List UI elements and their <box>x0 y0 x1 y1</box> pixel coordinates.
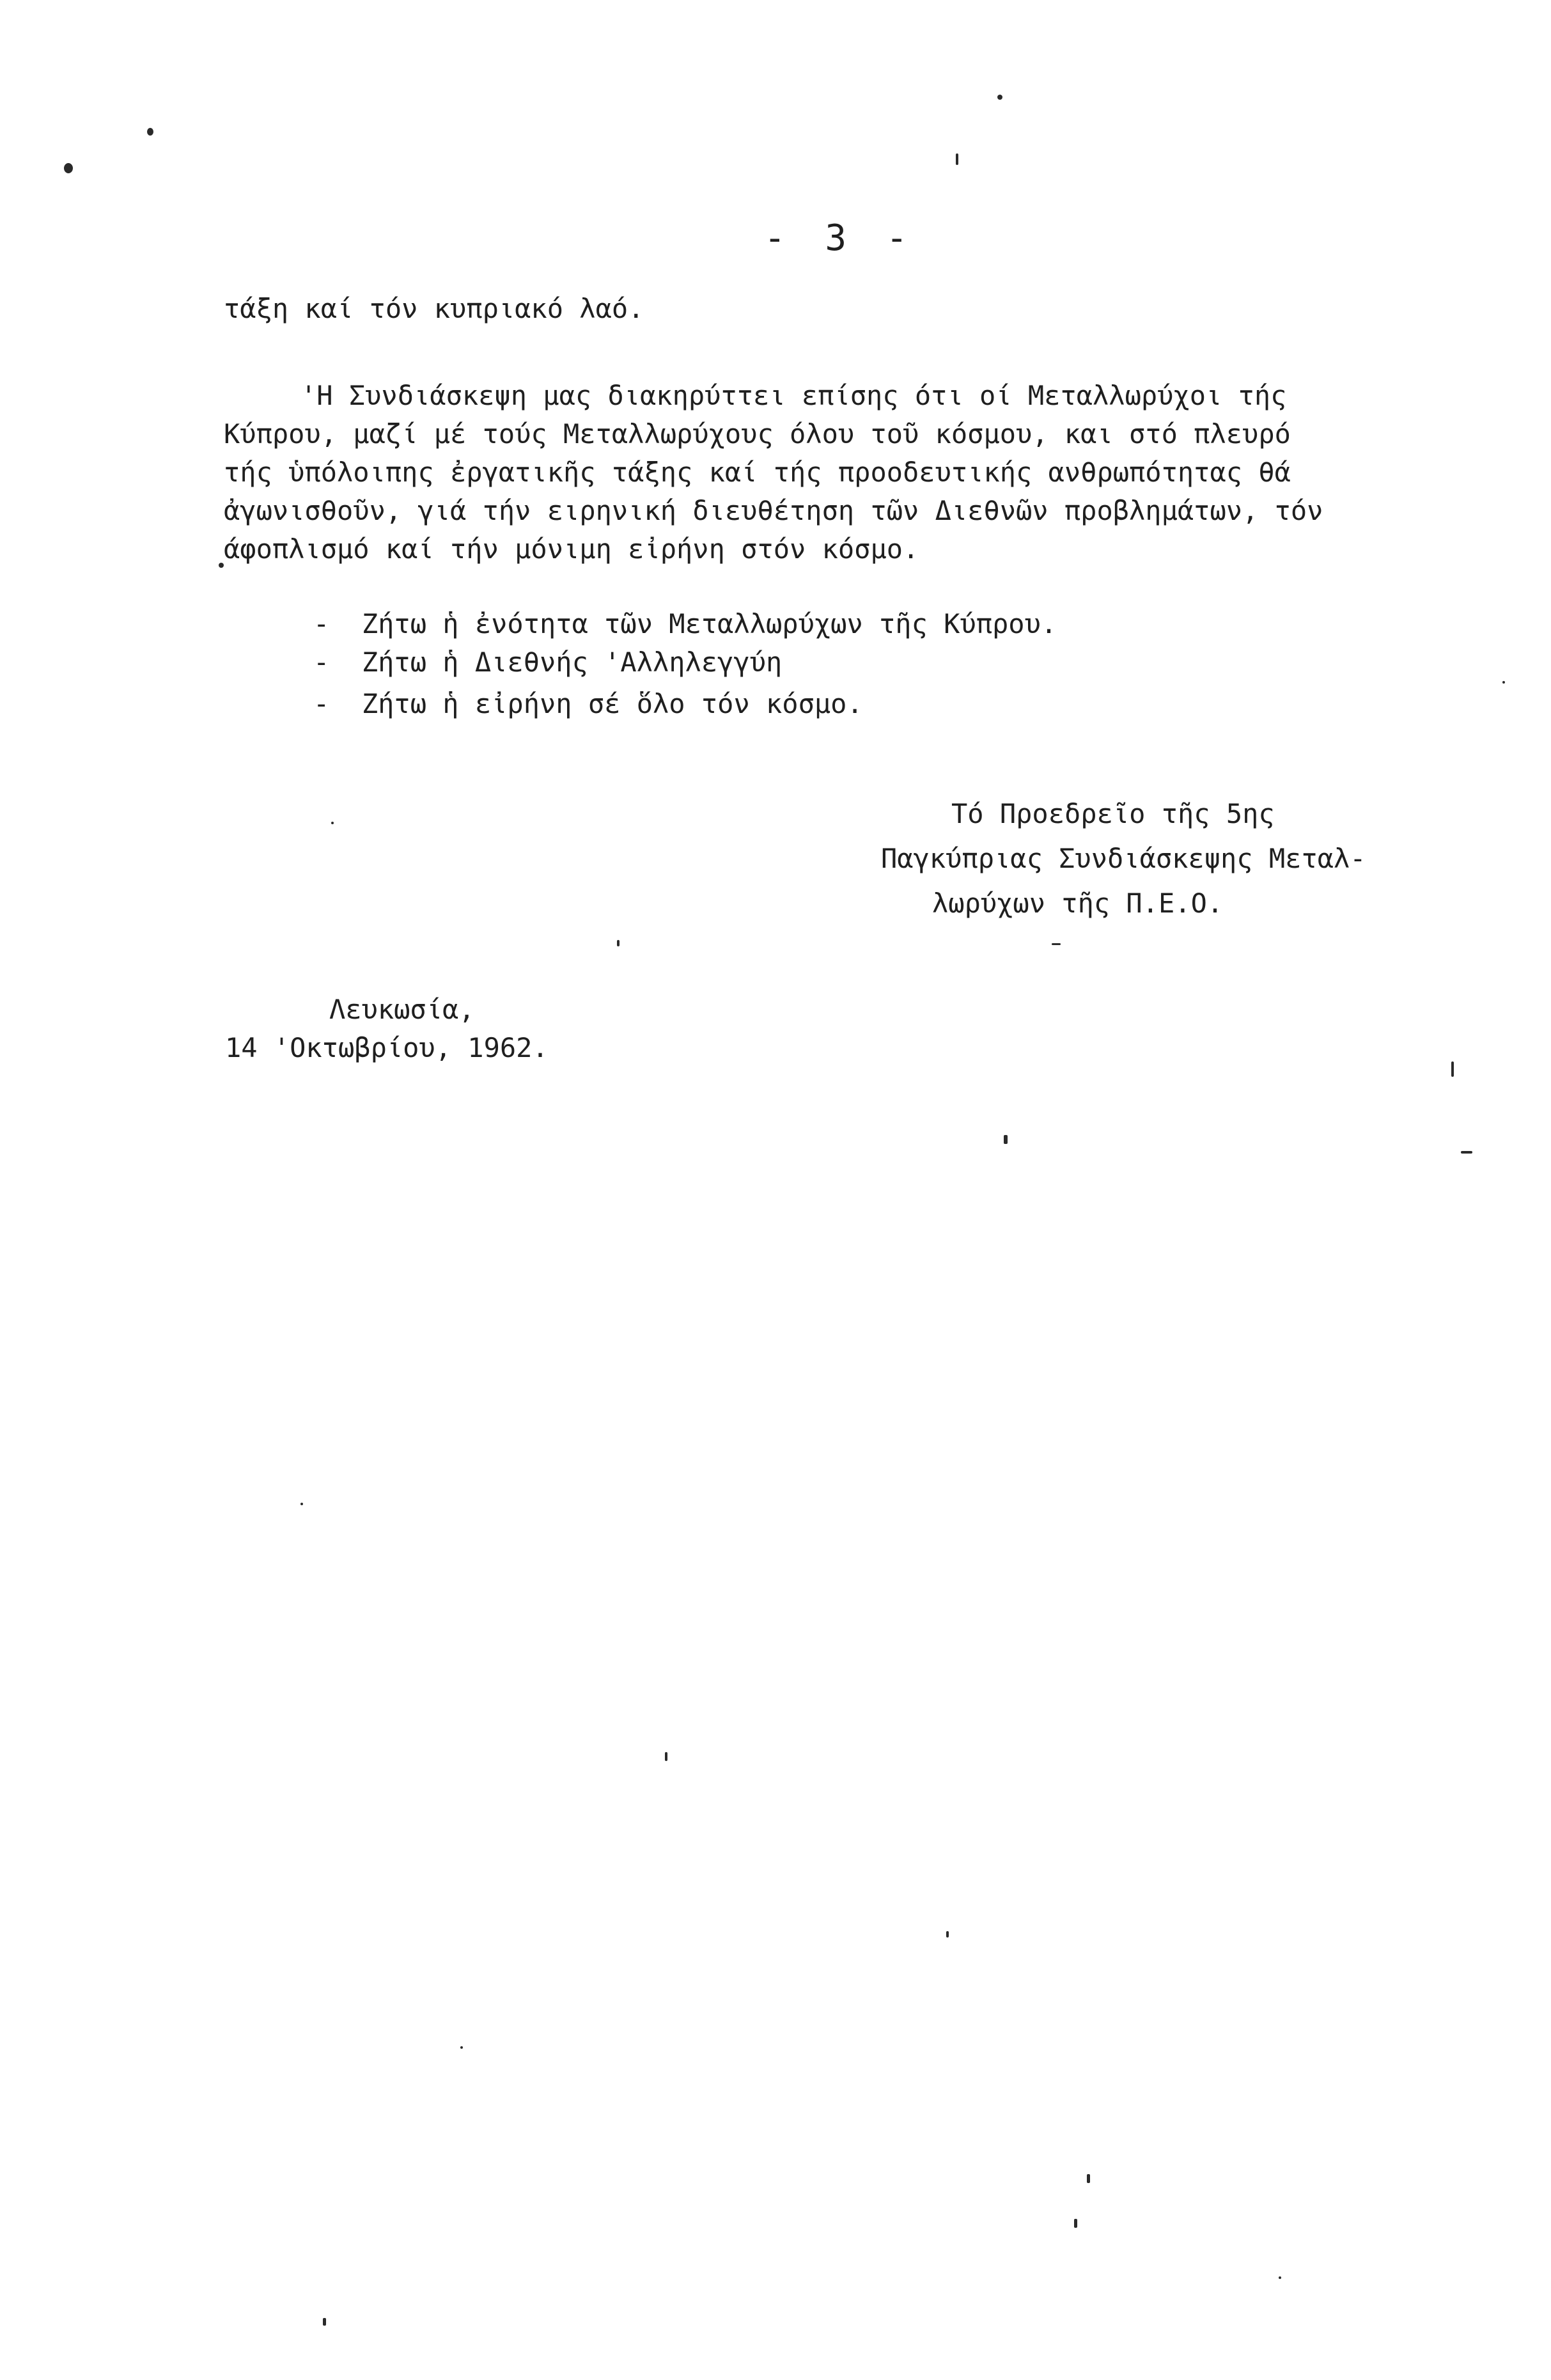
scan-speck <box>331 822 334 824</box>
paragraph-line: Κύπρου, μαζί μέ τούς Μεταλλωρύχους όλου τοῦ κόσμου, και στό πλευρό <box>224 418 1291 450</box>
scan-speck <box>617 940 620 946</box>
slogan-line: - Ζήτω ἡ ἐνότητα τῶν Μεταλλωρύχων τῆς Κύπρου. <box>313 608 1057 639</box>
scan-speck <box>323 2318 326 2326</box>
signature-line: Παγκύπριας Συνδιάσκεψης Μεταλ- <box>881 843 1366 874</box>
scan-speck <box>300 1503 303 1505</box>
paragraph-line: ἀγωνισθοῦν, γιά τήν ειρηνική διευθέτηση τῶν Διεθνῶν προβλημάτων, τόν <box>224 495 1323 526</box>
scan-speck <box>1087 2174 1090 2183</box>
slogan-line: - Ζήτω ἡ εἰρήνη σέ ὅλο τόν κόσμο. <box>313 688 863 719</box>
page-number: - 3 - <box>764 217 917 259</box>
scan-speck <box>946 1931 949 1938</box>
scan-speck <box>665 1752 667 1761</box>
scan-speck <box>219 563 224 568</box>
scan-speck <box>1074 2219 1077 2228</box>
paragraph-line: άφοπλισμό καί τήν μόνιμη εἰρήνη στόν κόσμο. <box>224 533 919 565</box>
scan-speck <box>1502 681 1505 684</box>
scan-speck <box>1004 1135 1008 1144</box>
scan-speck <box>1461 1151 1472 1154</box>
signature-line: λωρύχων τῆς Π.Ε.Ο. <box>932 888 1224 919</box>
scan-speck <box>64 163 73 173</box>
paragraph-line: τής ὑπόλοιπης ἐργατικῆς τάξης καί τής προοδευτικής ανθρωπότητας θά <box>224 457 1291 488</box>
signature-line: Τό Προεδρεῖο τῆς 5ης <box>951 798 1275 829</box>
scan-speck <box>1052 943 1061 945</box>
scan-speck <box>1451 1061 1454 1077</box>
continuation-text: τάξη καί τόν κυπριακό λαό. <box>224 293 644 324</box>
scan-speck <box>956 153 958 165</box>
scan-speck <box>997 95 1002 100</box>
place-text: Λευκωσία, <box>329 994 475 1025</box>
scan-speck <box>147 128 153 136</box>
paragraph-line: 'Η Συνδιάσκεψη μας διακηρύττει επίσης ότι οί Μεταλλωρύχοι τής <box>300 380 1287 411</box>
slogan-line: - Ζήτω ἡ Διεθνής 'Αλληλεγγύη <box>313 646 783 678</box>
scan-speck <box>1279 2276 1281 2279</box>
scan-speck <box>460 2046 463 2049</box>
date-text: 14 'Οκτωβρίου, 1962. <box>225 1032 549 1063</box>
